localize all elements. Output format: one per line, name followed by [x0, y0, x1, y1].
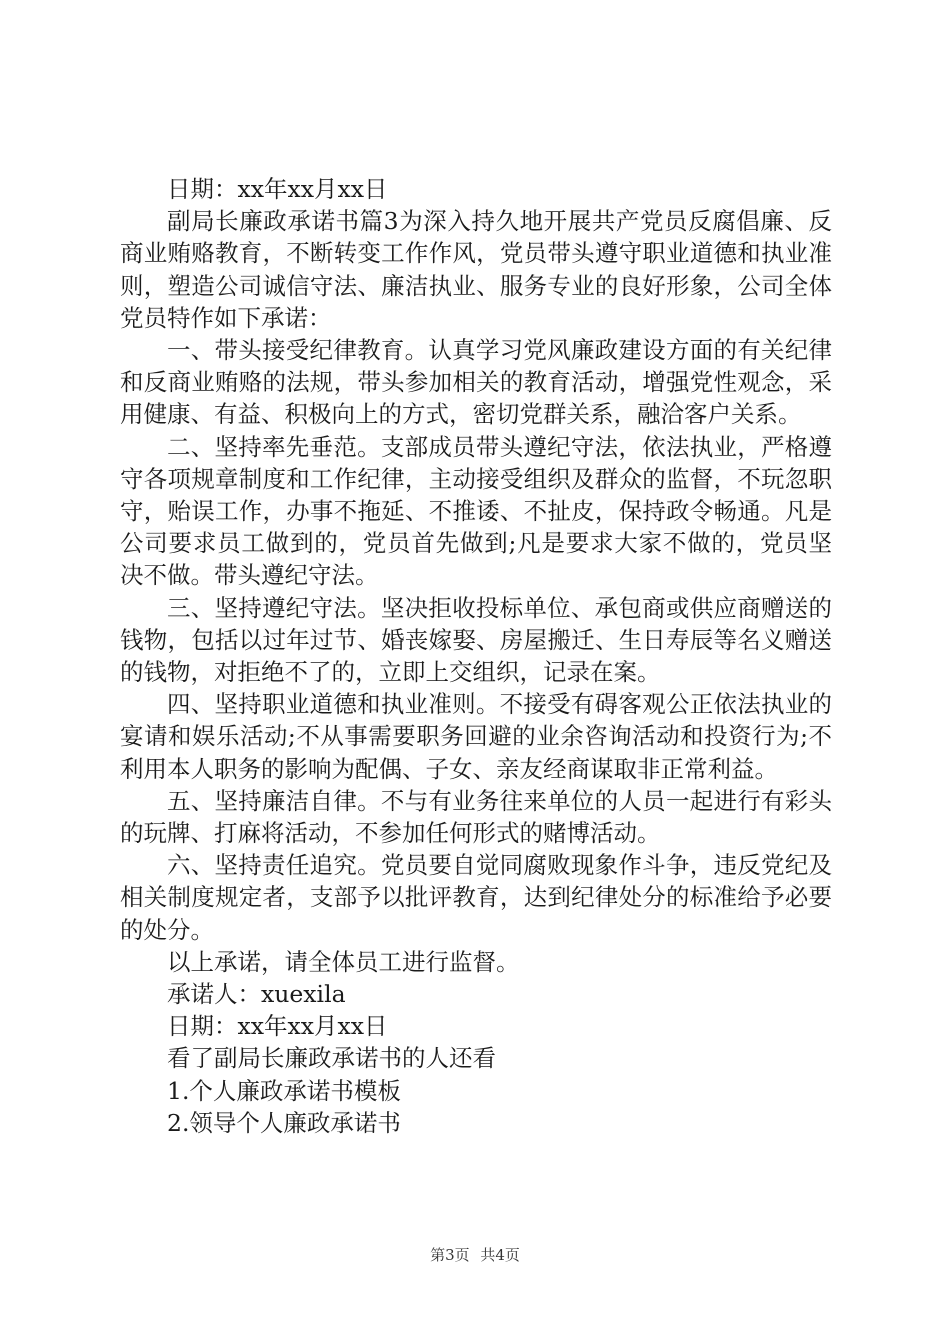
pledge-item-4: 四、坚持职业道德和执业准则。不接受有碍客观公正依法执业的宴请和娱乐活动;不从事需要职务回避的业余咨询活动和投资行为;不利用本人职务的影响为配偶、子女、亲友经商谋取非正常利益。	[120, 690, 832, 783]
pledge-item-1: 一、带头接受纪律教育。认真学习党风廉政建设方面的有关纪律和反商业贿赂的法规，带头参加相关的教育活动，增强党性观念，采用健康、有益、积极向上的方式，密切党群关系，融洽客户关系。	[120, 336, 832, 429]
pledge-item-5: 五、坚持廉洁自律。不与有业务往来单位的人员一起进行有彩头的玩牌、打麻将活动，不参加任何形式的赌博活动。	[120, 786, 832, 848]
related-link-1[interactable]: 1.个人廉政承诺书模板	[167, 1076, 401, 1105]
related-heading: 看了副局长廉政承诺书的人还看	[167, 1044, 496, 1073]
date-line-bottom: 日期：xx年xx月xx日	[167, 1012, 388, 1041]
pledge-item-2: 二、坚持率先垂范。支部成员带头遵纪守法，依法执业，严格遵守各项规章制度和工作纪律，主动接受组织及群众的监督，不玩忽职守，贻误工作，办事不拖延、不推诿、不扯皮，保持政令畅通。凡是公司要求员工做到的，党员首先做到;凡是要求大家不做的，党员坚决不做。带头遵纪守法。	[120, 432, 832, 590]
document-body	[120, 173, 832, 1139]
page-total: 共4页	[480, 1246, 520, 1264]
page-number: 第3页	[430, 1246, 470, 1264]
closing-line: 以上承诺，请全体员工进行监督。	[167, 947, 520, 976]
related-link-2[interactable]: 2.领导个人廉政承诺书	[167, 1108, 401, 1137]
pledge-item-6: 六、坚持责任追究。党员要自觉同腐败现象作斗争，违反党纪及相关制度规定者，支部予以批评教育，达到纪律处分的标准给予必要的处分。	[120, 851, 832, 944]
date-line-top: 日期：xx年xx月xx日	[167, 175, 388, 203]
signer-line: 承诺人：xuexila	[167, 980, 346, 1009]
intro-paragraph: 副局长廉政承诺书篇3为深入持久地开展共产党员反腐倡廉、反商业贿赂教育，不断转变工作作风，党员带头遵守职业道德和执业准则，塑造公司诚信守法、廉洁执业、服务专业的良好形象，公司全体党员特作如下承诺：	[120, 207, 832, 332]
pledge-item-3: 三、坚持遵纪守法。坚决拒收投标单位、承包商或供应商赠送的钱物，包括以过年过节、婚丧嫁娶、房屋搬迁、生日寿辰等名义赠送的钱物，对拒绝不了的，立即上交组织，记录在案。	[120, 593, 832, 687]
page-footer	[0, 1244, 950, 1265]
